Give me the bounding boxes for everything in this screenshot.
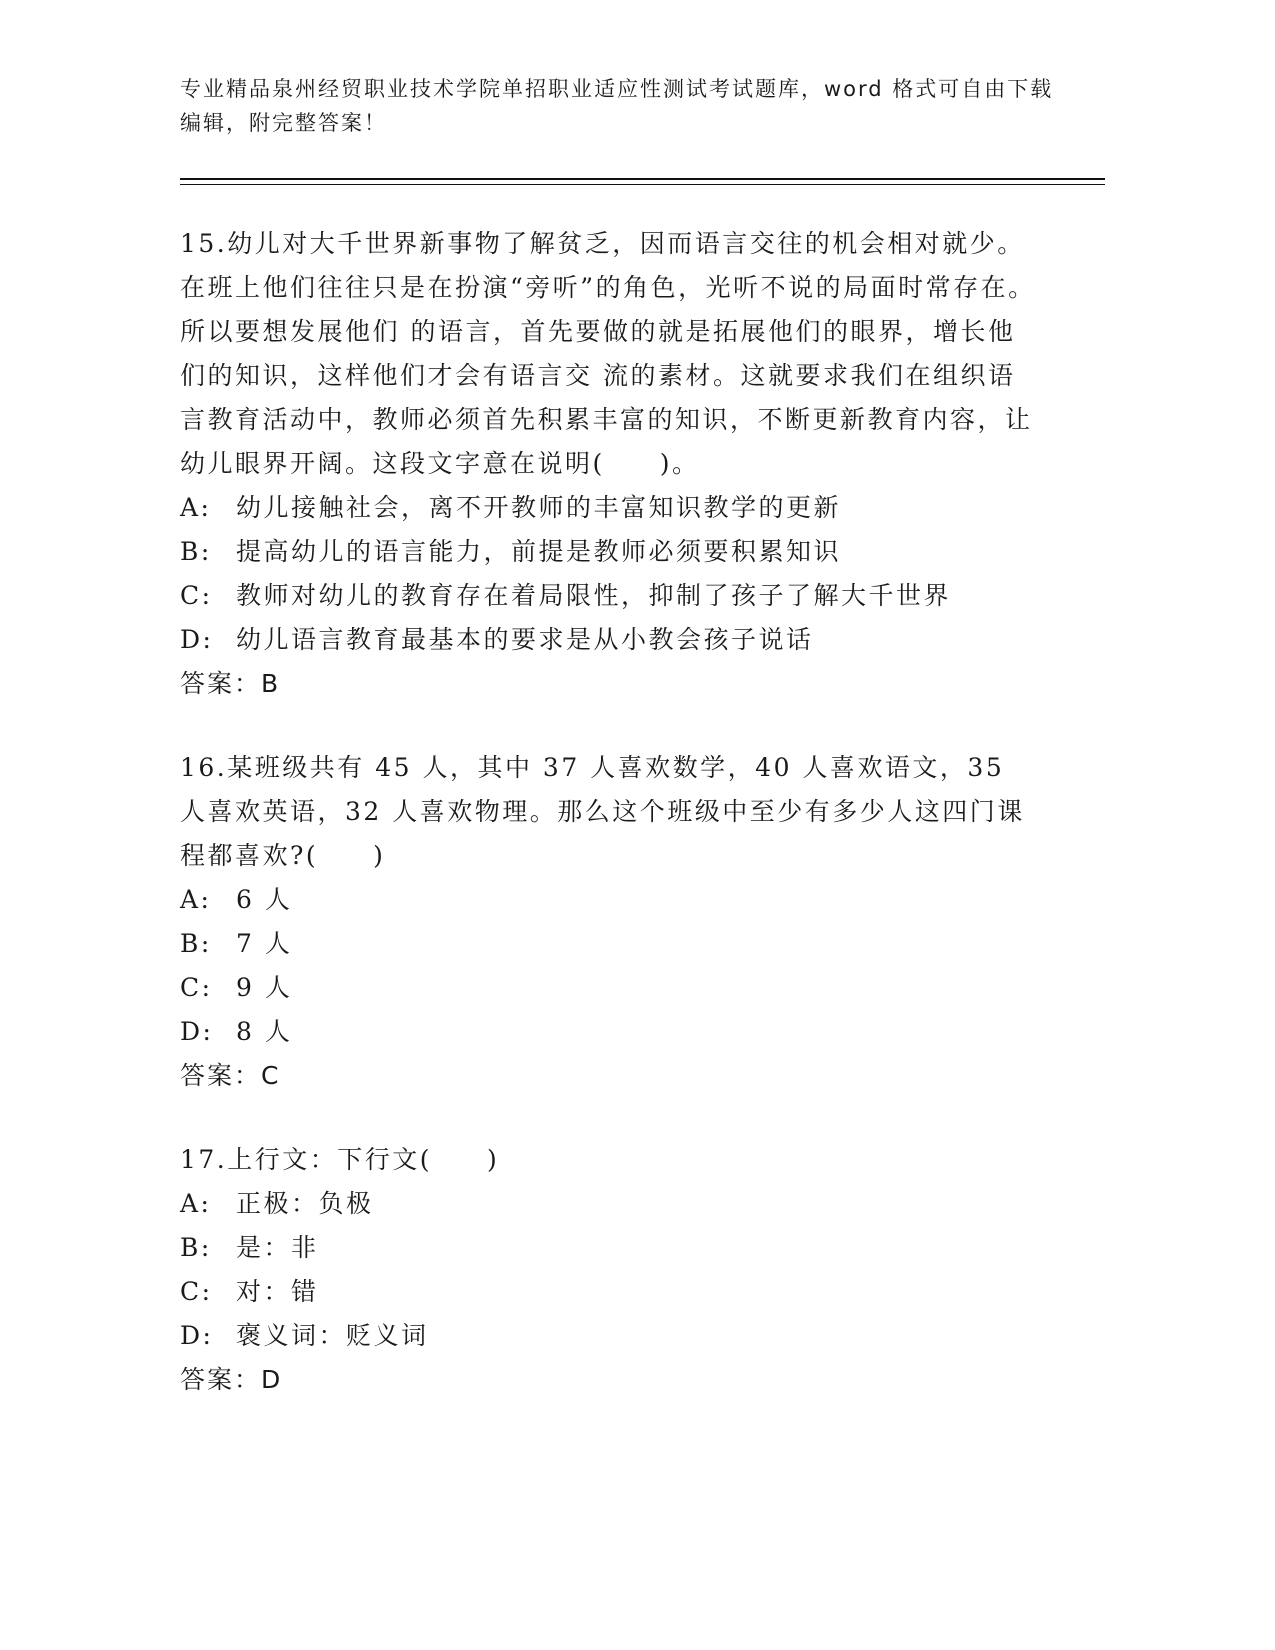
option-text: 褒义词：贬义词 [236, 1321, 429, 1350]
option-text: 幼儿语言教育最基本的要求是从小教会孩子说话 [236, 625, 814, 654]
answer-line: 答案：D [180, 1365, 283, 1394]
answer-line: 答案：C [180, 1061, 281, 1090]
option-text: 7 人 [236, 929, 293, 958]
option-c [180, 966, 1040, 1010]
option-key: A: [180, 493, 212, 522]
option-key: C: [180, 1277, 213, 1306]
option-text: 9 人 [236, 973, 293, 1002]
option-b [180, 530, 1040, 574]
option-text: 是：非 [236, 1233, 319, 1262]
option-key: B: [180, 537, 212, 566]
option-c [180, 574, 1040, 618]
option-a [180, 878, 1040, 922]
option-key: A: [180, 885, 212, 914]
document-header: 专业精品泉州经贸职业技术学院单招职业适应性测试考试题库，word 格式可自由下载编辑，附完整答案！ [180, 77, 1054, 135]
option-text: 幼儿接触社会，离不开教师的丰富知识教学的更新 [236, 493, 842, 522]
option-a [180, 1182, 1040, 1226]
option-b [180, 922, 1040, 966]
option-text: 8 人 [236, 1017, 293, 1046]
question-16 [180, 746, 1040, 1098]
question-stem: 16.某班级共有 45 人，其中 37 人喜欢数学，40 人喜欢语文，35 人喜欢英语，32 人喜欢物理。那么这个班级中至少有多少人这四门课程都喜欢?( ) [180, 753, 1025, 870]
option-key: C: [180, 581, 213, 610]
option-c [180, 1270, 1040, 1314]
option-a [180, 486, 1040, 530]
header-rule-thick [180, 178, 1105, 180]
option-key: C: [180, 973, 213, 1002]
option-text: 6 人 [236, 885, 293, 914]
option-d [180, 618, 1040, 662]
option-d [180, 1010, 1040, 1054]
option-b [180, 1226, 1040, 1270]
option-text: 正极：负极 [236, 1189, 374, 1218]
option-text: 对：错 [236, 1277, 319, 1306]
option-key: D: [180, 1017, 214, 1046]
header-rule-thin [180, 184, 1105, 185]
option-text: 教师对幼儿的教育存在着局限性，抑制了孩子了解大千世界 [236, 581, 952, 610]
option-key: D: [180, 1321, 214, 1350]
option-text: 提高幼儿的语言能力，前提是教师必须要积累知识 [236, 537, 842, 566]
option-key: B: [180, 1233, 212, 1262]
question-15 [180, 222, 1040, 706]
option-d [180, 1314, 1040, 1358]
question-stem: 15.幼儿对大千世界新事物了解贫乏，因而语言交往的机会相对就少。在班上他们往往只是在扮演“旁听”的角色，光听不说的局面时常存在。所以要想发展他们 的语言，首先要做的就是拓展他们的眼界，增长他们的知识，这样他们才会有语言交 流的素材。这就要求我们在组织语言教育活动中，教师必须首先积累丰富的知识，不断更新教育内容，让幼儿眼界开阔。这段文字意在说明( )。 [180, 229, 1036, 478]
option-key: A: [180, 1189, 212, 1218]
answer-line: 答案：B [180, 669, 281, 698]
option-key: D: [180, 625, 214, 654]
question-stem: 17.上行文：下行文( ) [180, 1145, 500, 1174]
option-key: B: [180, 929, 212, 958]
question-17 [180, 1138, 1040, 1402]
